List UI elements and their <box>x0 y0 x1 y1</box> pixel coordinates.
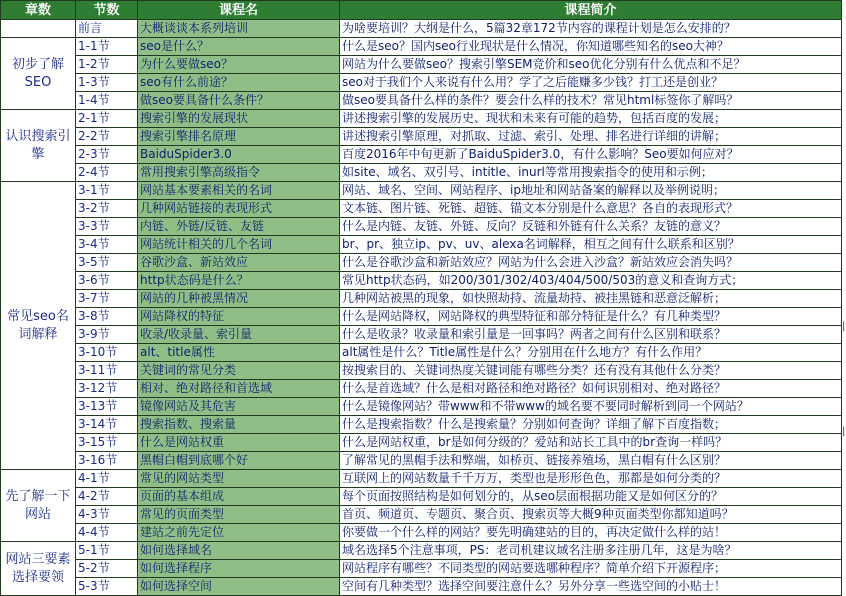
course-name-cell: BaiduSpider3.0 <box>138 146 340 164</box>
course-name-cell: seo有什么前途？ <box>138 74 340 92</box>
table-row <box>1 560 842 578</box>
table-body <box>1 20 842 596</box>
course-intro-cell: 你要做一个什么样的网站？要先明确建站的目的，再决定做什么样的站！ <box>340 524 842 542</box>
section-cell: 2-1节 <box>76 110 138 128</box>
course-intro-cell: 什么是首选域？什么是相对路径和绝对路径？如何识别相对、绝对路径？ <box>340 380 842 398</box>
table-row <box>1 362 842 380</box>
table-row <box>1 488 842 506</box>
course-name-cell: seo是什么？ <box>138 38 340 56</box>
table-row <box>1 236 842 254</box>
section-cell: 1-3节 <box>76 74 138 92</box>
table-row <box>1 146 842 164</box>
course-name-cell: alt、title属性 <box>138 344 340 362</box>
course-name-cell: 网站的几种被黑情况 <box>138 290 340 308</box>
edge-mark: | <box>842 321 846 332</box>
course-intro-cell: 互联网上的网站数量千千万万，类型也是形形色色，那都是如何分类的？ <box>340 470 842 488</box>
section-cell: 2-3节 <box>76 146 138 164</box>
course-name-cell: 常见的网站类型 <box>138 470 340 488</box>
section-cell: 2-4节 <box>76 164 138 182</box>
course-intro-cell: 常见http状态码，如200/301/302/403/404/500/503的意义和查询方式； <box>340 272 842 290</box>
course-name-cell: 黑帽白帽到底哪个好 <box>138 452 340 470</box>
chapter-cell <box>1 20 76 38</box>
course-intro-cell: 网站程序有哪些？不同类型的网站要选哪种程序？简单介绍下开源程序； <box>340 560 842 578</box>
section-cell: 4-1节 <box>76 470 138 488</box>
course-intro-cell: 什么是内链、友链、外链、反向？反链和外链有什么关系？友链的意义？ <box>340 218 842 236</box>
course-intro-cell: 什么是seo？国内seo行业现状是什么情况，你知道哪些知名的seo大神？ <box>340 38 842 56</box>
chapter-cell: 初步了解SEO <box>1 38 76 110</box>
table-header-row <box>1 1 842 20</box>
table-row <box>1 272 842 290</box>
table-row <box>1 254 842 272</box>
section-cell: 3-15节 <box>76 434 138 452</box>
table-row <box>1 398 842 416</box>
table-row <box>1 380 842 398</box>
section-cell: 3-8节 <box>76 308 138 326</box>
course-intro-cell: 百度2016年中旬更新了BaiduSpider3.0，有什么影响？Seo要如何应对？ <box>340 146 842 164</box>
course-name-cell: 为什么要做seo？ <box>138 56 340 74</box>
chapter-cell: 先了解一下网站 <box>1 470 76 542</box>
course-name-cell: 相对、绝对路径和首选域 <box>138 380 340 398</box>
section-cell: 1-4节 <box>76 92 138 110</box>
course-intro-cell: 做seo要具备什么样的条件？要会什么样的技术？常见html标签你了解吗？ <box>340 92 842 110</box>
course-intro-cell: 什么是谷歌沙盒和新站效应？网站为什么会进入沙盒？新站效应会消失吗？ <box>340 254 842 272</box>
table-row <box>1 182 842 200</box>
course-intro-cell: seo对于我们个人来说有什么用？学了之后能赚多少钱？打工还是创业？ <box>340 74 842 92</box>
table-row <box>1 578 842 596</box>
course-name-cell: 网站基本要素相关的名词 <box>138 182 340 200</box>
section-cell: 3-14节 <box>76 416 138 434</box>
course-intro-cell: 如site、域名、双引号、intitle、inurl等常用搜索指令的使用和示例； <box>340 164 842 182</box>
section-cell: 3-11节 <box>76 362 138 380</box>
course-intro-cell: 什么是搜索指数？什么是搜索量？分别如何查询？详细了解下百度指数； <box>340 416 842 434</box>
course-name-cell: 如何选择域名 <box>138 542 340 560</box>
section-cell: 5-3节 <box>76 578 138 596</box>
course-name-cell: 什么是网站权重 <box>138 434 340 452</box>
course-intro-cell: 几种网站被黑的现象，如快照劫持、流量劫持、被挂黑链和恶意泛解析； <box>340 290 842 308</box>
section-cell: 3-9节 <box>76 326 138 344</box>
section-cell: 前言 <box>76 20 138 38</box>
header-intro: 课程简介 <box>340 1 842 20</box>
course-name-cell: 网站降权的特征 <box>138 308 340 326</box>
course-name-cell: http状态码是什么？ <box>138 272 340 290</box>
course-intro-cell: 讲述搜索引擎原理，对抓取、过滤、索引、处理、排名进行详细的讲解； <box>340 128 842 146</box>
table-row <box>1 290 842 308</box>
course-intro-cell: 域名选择5个注意事项，PS：老司机建议域名注册多注册几年，这是为啥？ <box>340 542 842 560</box>
course-intro-cell: 首页、频道页、专题页、聚合页、搜索页等大概9种页面类型你都知道吗？ <box>340 506 842 524</box>
table-row <box>1 110 842 128</box>
course-name-cell: 网站统计相关的几个名词 <box>138 236 340 254</box>
table-row <box>1 308 842 326</box>
course-name-cell: 关键词的常见分类 <box>138 362 340 380</box>
course-intro-cell: 网站为什么要做seo？搜索引擎SEM竞价和seo优化分别有什么优点和不足？ <box>340 56 842 74</box>
table-row <box>1 434 842 452</box>
course-name-cell: 镜像网站及其危害 <box>138 398 340 416</box>
section-cell: 5-1节 <box>76 542 138 560</box>
course-intro-cell: 按搜索目的、关键词热度关键词能有哪些分类？还有没有其他什么分类？ <box>340 362 842 380</box>
table-row <box>1 218 842 236</box>
section-cell: 3-3节 <box>76 218 138 236</box>
table-row <box>1 56 842 74</box>
table-row <box>1 542 842 560</box>
section-cell: 4-3节 <box>76 506 138 524</box>
course-intro-cell: 每个页面按照结构是如何划分的，从seo层面根据功能又是如何区分的？ <box>340 488 842 506</box>
course-intro-cell: 讲述搜索引擎的发展历史、现状和未来有可能的趋势，包括百度的发展； <box>340 110 842 128</box>
table-row <box>1 326 842 344</box>
section-cell: 3-7节 <box>76 290 138 308</box>
chapter-cell: 常见seo名词解释 <box>1 182 76 470</box>
course-intro-cell: 空间有几种类型？选择空间要注意什么？另外分享一些选空间的小贴士！ <box>340 578 842 596</box>
section-cell: 3-4节 <box>76 236 138 254</box>
course-name-cell: 建站之前先定位 <box>138 524 340 542</box>
section-cell: 1-2节 <box>76 56 138 74</box>
section-cell: 1-1节 <box>76 38 138 56</box>
section-cell: 3-1节 <box>76 182 138 200</box>
section-cell: 3-10节 <box>76 344 138 362</box>
course-intro-cell: br、pr、独立ip、pv、uv、alexa名词解释，相互之间有什么联系和区别？ <box>340 236 842 254</box>
section-cell: 3-13节 <box>76 398 138 416</box>
course-name-cell: 搜索引擎排名原理 <box>138 128 340 146</box>
table-row <box>1 506 842 524</box>
table-row <box>1 20 842 38</box>
course-intro-cell: alt属性是什么？Title属性是什么？分别用在什么地方？有什么作用？ <box>340 344 842 362</box>
section-cell: 3-6节 <box>76 272 138 290</box>
course-intro-cell: 文本链、图片链、死链、超链、锚文本分别是什么意思？各自的表现形式？ <box>340 200 842 218</box>
table-row <box>1 128 842 146</box>
course-intro-cell: 什么是收录？收录量和索引量是一回事吗？两者之间有什么区别和联系？ <box>340 326 842 344</box>
course-name-cell: 大概谈谈本系列培训 <box>138 20 340 38</box>
course-name-cell: 谷歌沙盒、新站效应 <box>138 254 340 272</box>
section-cell: 3-2节 <box>76 200 138 218</box>
header-chapter: 章数 <box>1 1 76 20</box>
course-intro-cell: 什么是镜像网站？带www和不带www的域名要不要同时解析到同一个网站？ <box>340 398 842 416</box>
course-intro-cell: 什么是网站降权，网站降权的典型特征和部分特征是什么？有几种类型？ <box>340 308 842 326</box>
course-name-cell: 如何选择空间 <box>138 578 340 596</box>
course-name-cell: 内链、外链/反链、友链 <box>138 218 340 236</box>
header-section: 节数 <box>76 1 138 20</box>
course-name-cell: 页面的基本组成 <box>138 488 340 506</box>
course-name-cell: 搜索指数、搜索量 <box>138 416 340 434</box>
table-row <box>1 452 842 470</box>
section-cell: 4-2节 <box>76 488 138 506</box>
course-name-cell: 搜索引擎的发展现状 <box>138 110 340 128</box>
course-name-cell: 如何选择程序 <box>138 560 340 578</box>
table-row <box>1 524 842 542</box>
course-intro-cell: 了解常见的黑帽手法和弊端，如桥页、链接养殖场，黑白帽有什么区别？ <box>340 452 842 470</box>
table-row <box>1 200 842 218</box>
table-row <box>1 416 842 434</box>
header-course: 课程名 <box>138 1 340 20</box>
section-cell: 3-16节 <box>76 452 138 470</box>
course-name-cell: 收录/收录量、索引量 <box>138 326 340 344</box>
edge-mark: | <box>842 426 846 437</box>
course-intro-cell: 网站、域名、空间、网站程序、ip地址和网站备案的解释以及举例说明； <box>340 182 842 200</box>
table-row <box>1 74 842 92</box>
section-cell: 5-2节 <box>76 560 138 578</box>
table-row <box>1 344 842 362</box>
course-name-cell: 做seo要具备什么条件？ <box>138 92 340 110</box>
section-cell: 3-12节 <box>76 380 138 398</box>
section-cell: 2-2节 <box>76 128 138 146</box>
chapter-cell: 认识搜索引擎 <box>1 110 76 182</box>
course-name-cell: 几种网站链接的表现形式 <box>138 200 340 218</box>
table-row <box>1 470 842 488</box>
chapter-cell: 网站三要素选择要领 <box>1 542 76 596</box>
section-cell: 3-5节 <box>76 254 138 272</box>
section-cell: 4-4节 <box>76 524 138 542</box>
course-intro-cell: 为啥要培训？大纲是什么，5篇32章172节内容的课程计划是怎么安排的？ <box>340 20 842 38</box>
table-row <box>1 38 842 56</box>
course-name-cell: 常见的页面类型 <box>138 506 340 524</box>
course-name-cell: 常用搜索引擎高级指令 <box>138 164 340 182</box>
course-intro-cell: 什么是网站权重，br是如何分级的？爱站和站长工具中的br查询一样吗？ <box>340 434 842 452</box>
table-row <box>1 92 842 110</box>
table-row <box>1 164 842 182</box>
